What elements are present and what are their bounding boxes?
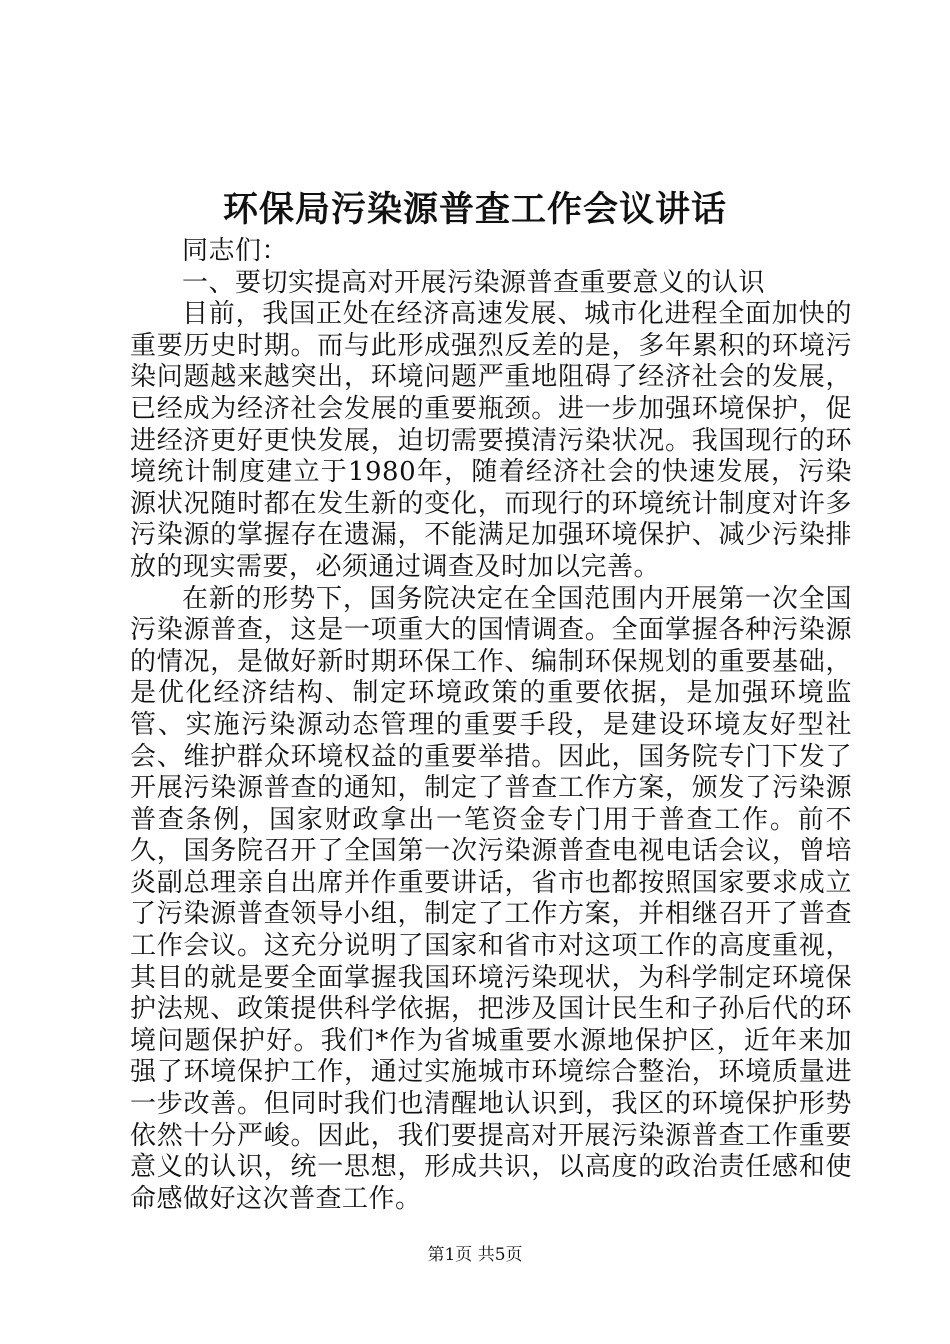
salutation: 同志们： bbox=[182, 236, 289, 266]
document-title: 环保局污染源普查工作会议讲话 bbox=[222, 189, 727, 230]
document-body bbox=[130, 236, 852, 1215]
page-footer: 第1页 共5页 bbox=[427, 1245, 523, 1265]
body-paragraph-1: 目前，我国正处在经济高速发展、城市化进程全面加快的重要历史时期。而与此形成强烈反差的是，多年累积的环境污染问题越来越突出，环境问题严重地阻碍了经济社会的发展，已经成为经济社会发展的重要瓶颈。进一步加强环境保护，促进经济更好更快发展，迫切需要摸清污染状况。我国现行的环境统计制度建立于1980年，随着经济社会的快速发展，污染源状况随时都在发生新的变化，而现行的环境统计制度对许多污染源的掌握存在遗漏，不能满足加强环境保护、减少污染排放的现实需要，必须通过调查及时加以完善。 bbox=[130, 299, 852, 582]
body-paragraph-2: 在新的形势下，国务院决定在全国范围内开展第一次全国污染源普查，这是一项重大的国情调查。全面掌握各种污染源的情况，是做好新时期环保工作、编制环保规划的重要基础，是优化经济结构、制定环境政策的重要依据，是加强环境监管、实施污染源动态管理的重要手段，是建设环境友好型社会、维护群众环境权益的重要举措。因此，国务院专门下发了开展污染源普查的通知，制定了普查工作方案，颁发了污染源普查条例，国家财政拿出一笔资金专门用于普查工作。前不久，国务院召开了全国第一次污染源普查电视电话会议，曾培炎副总理亲自出席并作重要讲话，省市也都按照国家要求成立了污染源普查领导小组，制定了工作方案，并相继召开了普查工作会议。这充分说明了国家和省市对这项工作的高度重视，其目的就是要全面掌握我国环境污染现状，为科学制定环境保护法规、政策提供科学依据，把涉及国计民生和子孙后代的环境问题保护好。我们*作为省城重要水源地保护区，近年来加强了环境保护工作，通过实施城市环境综合整治，环境质量进一步改善。但同时我们也清醒地认识到，我区的环境保护形势依然十分严峻。因此，我们要提高对开展污染源普查工作重要意义的认识，统一思想，形成共识，以高度的政治责任感和使命感做好这次普查工作。 bbox=[130, 583, 852, 1214]
section-heading: 一、要切实提高对开展污染源普查重要意义的认识 bbox=[182, 267, 766, 298]
